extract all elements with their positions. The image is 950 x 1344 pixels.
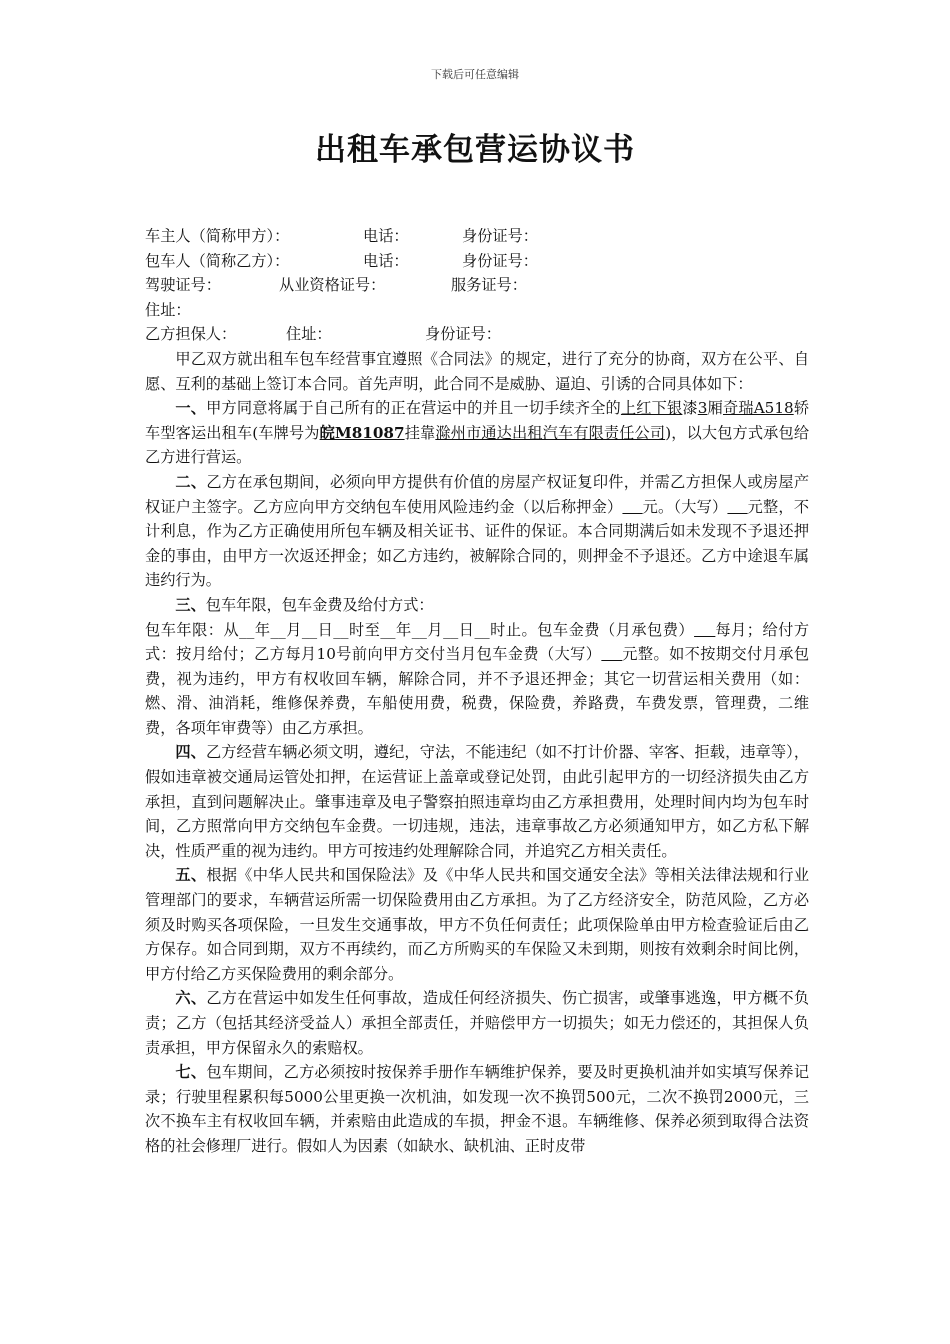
clause-3-number: 三、	[175, 595, 206, 614]
clause-3-text-c: 元整。如不按期交付月承包费，视为违约，甲方有权收回车辆，解除合同，并不予退还押金；其它一切营运相关费用（如：燃、滑、油消耗，维修保养费，车船使用费，税费，保险费，养路费，车费发票，管理费，二维费，各项年审费等）由乙方承担。	[145, 645, 810, 737]
door-count: 3	[697, 399, 708, 418]
clause-3-heading	[145, 593, 809, 618]
qualification-label: 从业资格证号：	[279, 276, 386, 295]
clause-5-number: 五、	[175, 866, 207, 885]
clause-7-text: 包车期间，乙方必须按时按保养手册作车辆维护保养，要及时更换机油并如实填写保养记录；行驶里程累积每5000公里更换一次机油，如发现一次不换罚500元，二次不换罚2000元，三次不换车主有权收回车辆，并索赔由此造成的车损，押金不退。车辆维修、保养必须到取得合法资格的社会修理厂进行。假如人为因素（如缺水、缺机油、正时皮带	[145, 1063, 810, 1155]
door-unit: 厢	[707, 399, 723, 418]
service-label: 服务证号：	[451, 276, 527, 295]
clause-1-tail: )，以大包方式承包给乙方进行营运。	[145, 423, 810, 467]
clause-1-mid: 轿车型客运出租车(车牌号为	[145, 399, 810, 442]
owner-phone-label: 电话：	[363, 227, 409, 245]
clause-3-text-a: 包车年限：从__年__月__日__时至__年__月__日__时止。包车金费（月承包费）	[145, 620, 695, 639]
license-plate: 皖M81087	[319, 423, 405, 442]
guarantor-row	[145, 322, 809, 347]
clause-2-number: 二、	[175, 472, 207, 491]
header-note: 下载后可任意编辑	[431, 68, 519, 81]
clause-2-text-b: 元。（大写）	[642, 497, 728, 516]
monthly-fee-capital-blank	[601, 645, 622, 663]
guarantor-id-label: 身份证号：	[425, 325, 501, 344]
vehicle-color: 上红下银	[620, 399, 683, 418]
clause-6	[145, 986, 809, 1060]
affiliate-lead: 挂靠	[404, 423, 436, 442]
deposit-amount-blank	[622, 498, 642, 516]
company-name: 滁州市通达出租汽车有限责任公司	[435, 423, 666, 442]
clause-4-number: 四、	[175, 743, 206, 762]
clause-3-body	[145, 618, 809, 741]
renter-phone-label: 电话：	[363, 251, 409, 270]
address-row	[145, 298, 809, 323]
clause-1-lead: 甲方同意将属于自己所有的正在营运中的并且一切手续齐全的	[206, 399, 621, 418]
clause-2-text-a: 乙方在承包期间，必须向甲方提供有价值的房屋产权证复印件，并需乙方担保人或房屋产权证户主签字。乙方应向甲方交纳包车使用风险违约金（以后称押金）	[145, 472, 810, 516]
address-label: 住址：	[145, 300, 191, 319]
clause-5-text: 根据《中华人民共和国保险法》及《中华人民共和国交通安全法》等相关法律法规和行业管理部门的要求，车辆营运所需一切保险费用由乙方承担。为了乙方经济安全，防范风险，乙方必须及时购买各项保险，一旦发生交通事故，甲方不负任何责任；此项保险单由甲方检查验证后由乙方保存。如合同到期，双方不再续约，而乙方所购买的车保险又未到期，则按有效剩余时间比例，甲方付给乙方买保险费用的剩余部分。	[145, 866, 810, 983]
guarantor-address-label: 住址：	[286, 325, 332, 344]
document-title: 出租车承包营运协议书	[315, 132, 635, 168]
clause-7	[145, 1060, 809, 1158]
vehicle-model: 奇瑞A518	[722, 399, 794, 418]
clause-5	[145, 863, 809, 986]
intro-paragraph: 甲乙双方就出租车包车经营事宜遵照《合同法》的规定，进行了充分的协商，双方在公平、自愿、互利的基础上签订本合同。首先声明，此合同不是威胁、逼迫、引诱的合同具体如下：	[145, 349, 809, 393]
clause-6-number: 六、	[175, 989, 207, 1008]
renter-info-row	[145, 249, 809, 274]
clause-1	[145, 396, 809, 470]
clause-2-text-c: 元整，不计利息，作为乙方正确使用所包车辆及相关证书、证件的保证。本合同期满后如未发现不予退还押金的事由，由甲方一次返还押金；如乙方违约，被解除合同的，则押金不予退还。乙方中途退车属违约行为。	[145, 497, 810, 590]
monthly-fee-blank	[694, 621, 715, 639]
guarantor-label: 乙方担保人：	[145, 325, 237, 344]
owner-label: 车主人（简称甲方）：	[145, 227, 290, 245]
clause-3-text-b: 每月；给付方式：按月给付；乙方每月10号前向甲方交付当月包车金费（大写）	[145, 620, 809, 664]
clause-4	[145, 740, 809, 863]
license-info-row	[145, 273, 809, 298]
owner-id-label: 身份证号：	[462, 227, 538, 245]
clause-3-heading-text: 包车年限，包车金费及给付方式：	[205, 595, 434, 614]
clause-6-text: 乙方在营运中如发生任何事故，造成任何经济损失、伤亡损害，或肇事逃逸，甲方概不负责；乙方（包括其经济受益人）承担全部责任，并赔偿甲方一切损失；如无力偿还的，其担保人负责承担，甲方保留永久的索赔权。	[145, 989, 810, 1057]
owner-info-row	[145, 224, 809, 249]
renter-label: 包车人（简称乙方）：	[145, 251, 290, 270]
clause-7-number: 七、	[175, 1063, 207, 1082]
renter-id-label: 身份证号：	[462, 251, 538, 270]
paint-text: 漆	[682, 399, 698, 418]
deposit-capital-blank	[727, 498, 747, 516]
clause-2	[145, 470, 809, 593]
license-label: 驾驶证号：	[145, 276, 221, 295]
clause-1-number: 一、	[175, 399, 207, 418]
clause-4-text: 乙方经营车辆必须文明，遵纪，守法，不能违纪（如不打计价器、宰客、拒载，违章等），假如违章被交通局运管处扣押，在运营证上盖章或登记处罚，由此引起甲方的一切经济损失由乙方承担，直到问题解决止。肇事违章及电子警察拍照违章均由乙方承担费用，处理时间内均为包车时间，乙方照常向甲方交纳包车金费。一切违规，违法，违章事故乙方必须通知甲方，如乙方私下解决，性质严重的视为违约。甲方可按违约处理解除合同，并追究乙方相关责任。	[145, 743, 810, 860]
document-body	[145, 224, 809, 1159]
